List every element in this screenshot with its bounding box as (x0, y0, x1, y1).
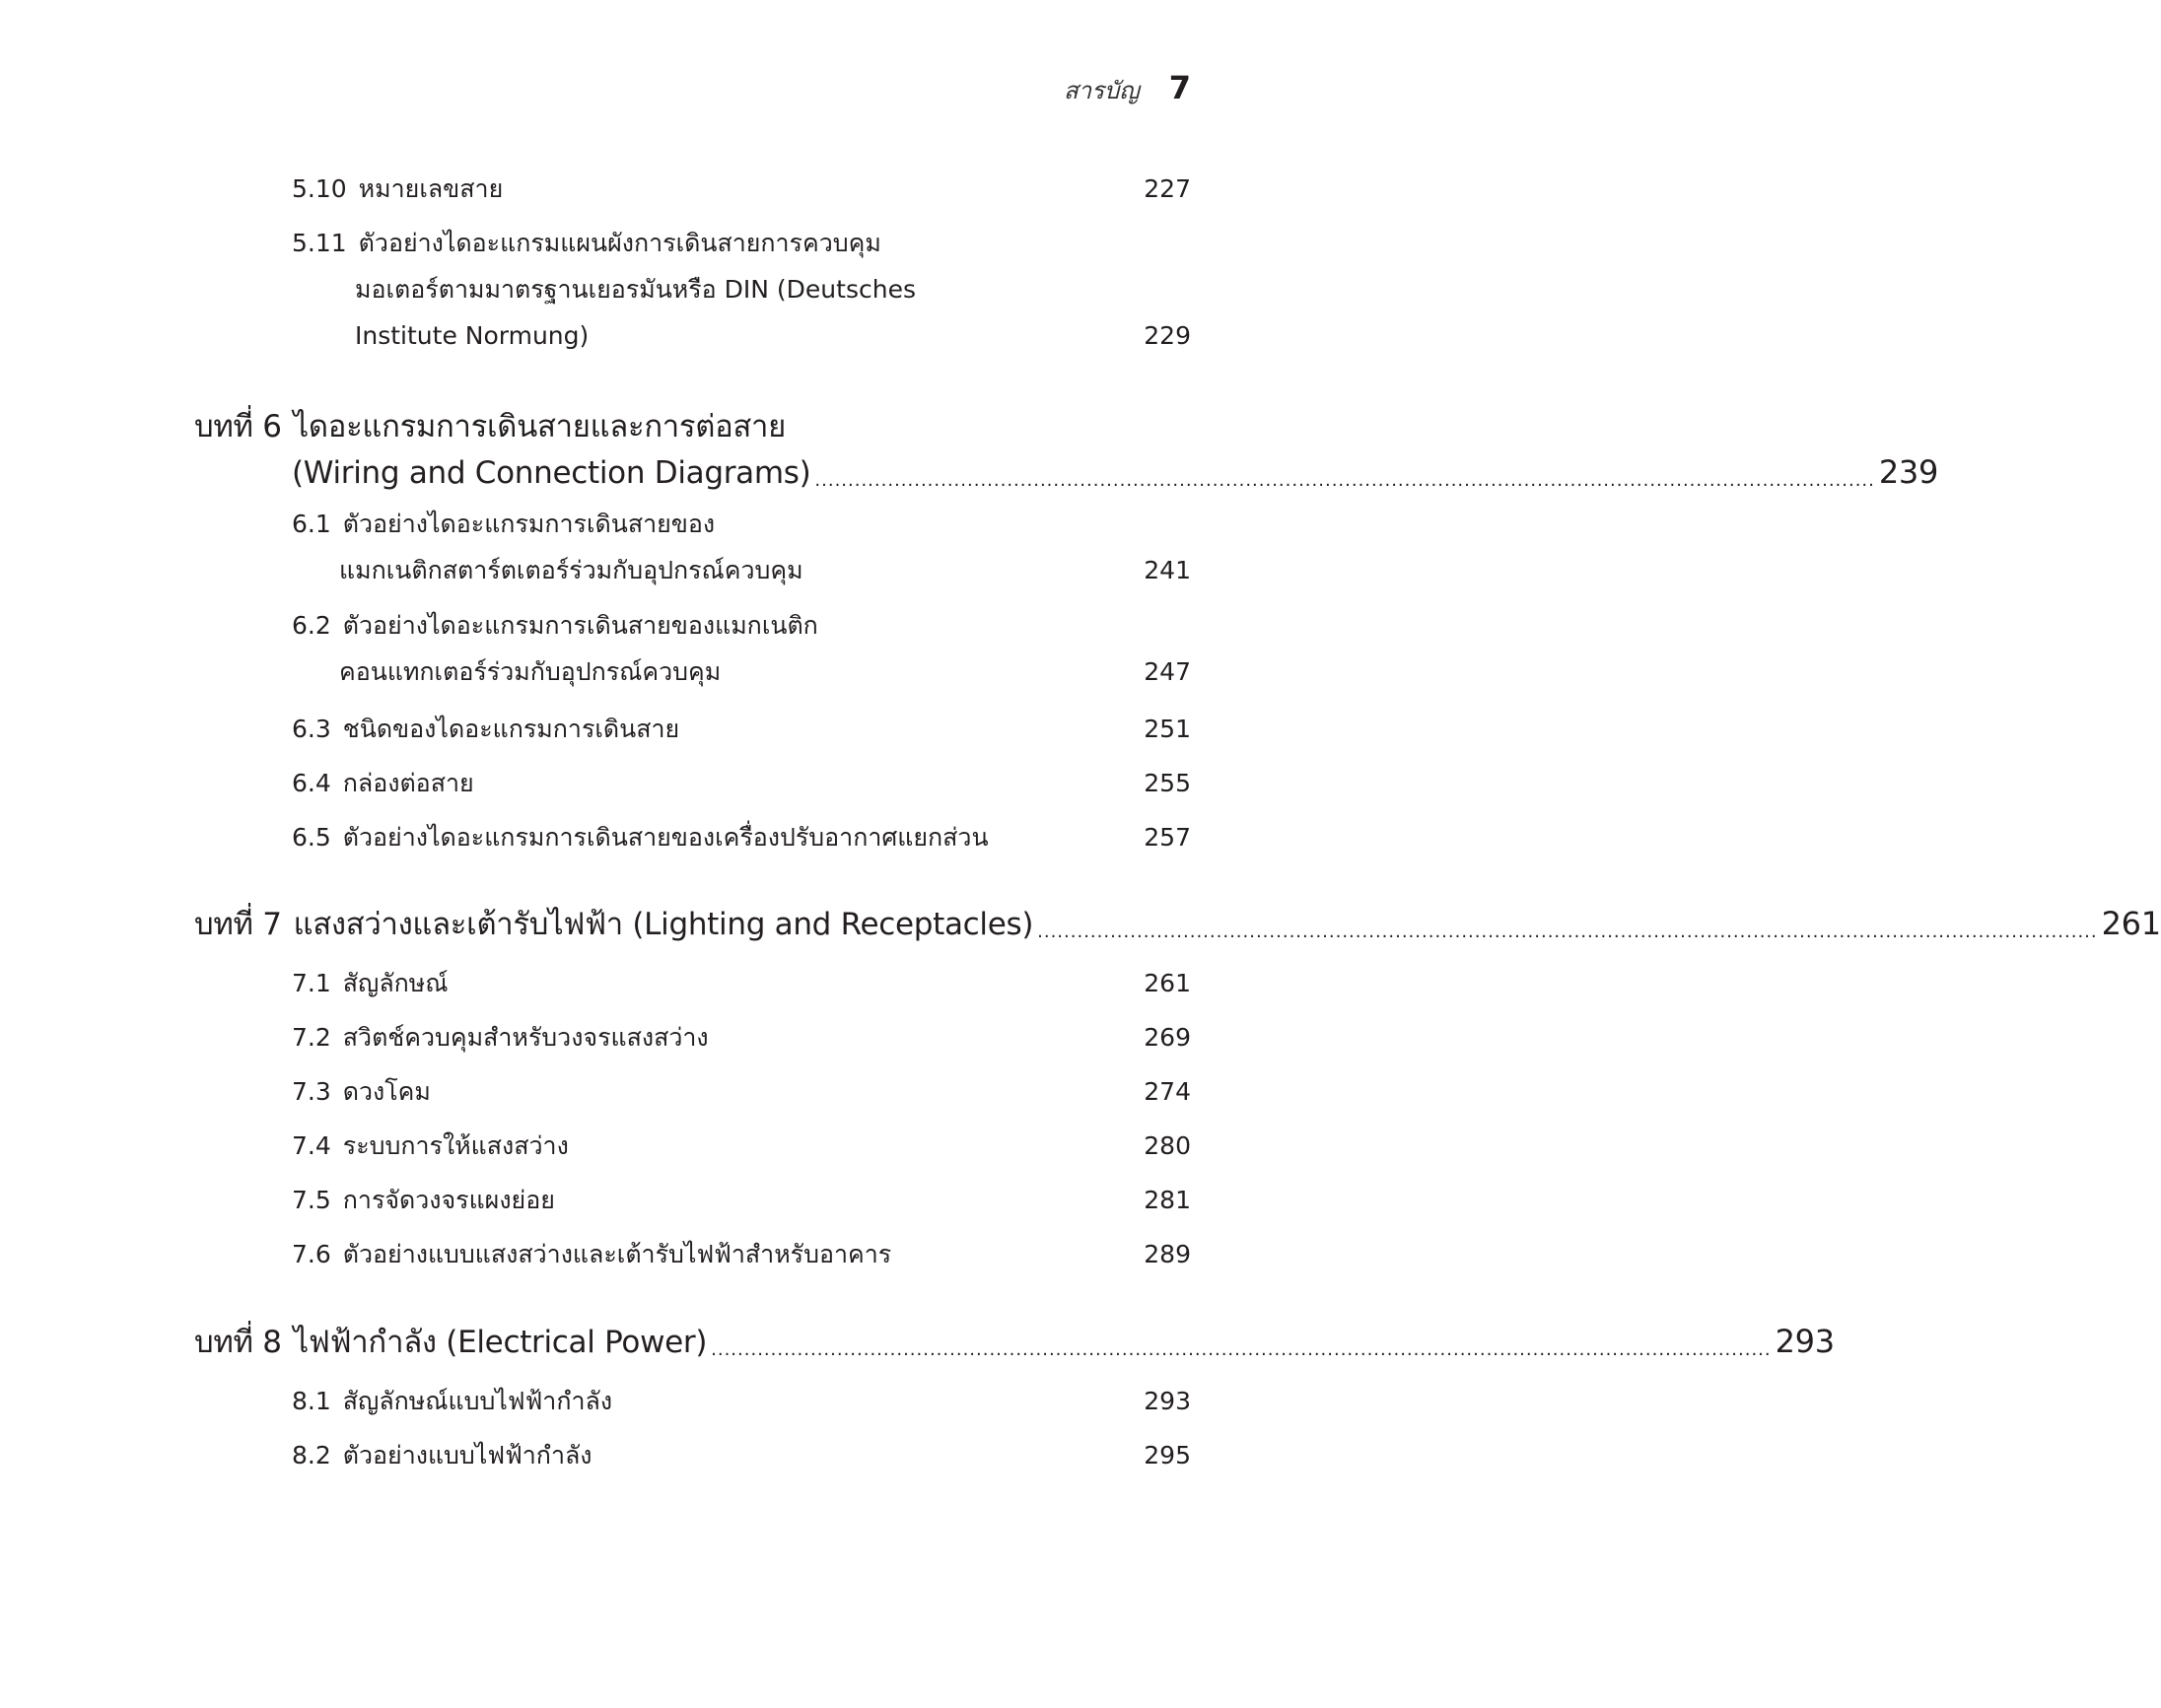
section-title: ตัวอย่างไดอะแกรมการเดินสายของเครื่องปรับอากาศแยกส่วน (342, 823, 989, 852)
section-number: 7.2 (292, 1023, 331, 1052)
page-ref: 261 (1144, 969, 1191, 997)
dot-leader: ................................................................................................................................................................ (1037, 922, 2098, 942)
section-number: 6.1 (292, 510, 331, 538)
section-number: 6.4 (292, 769, 331, 797)
toc-entry-7-1[interactable] (292, 960, 1191, 1006)
page-ref: 255 (1144, 769, 1191, 797)
toc-entry-7-4[interactable] (292, 1123, 1191, 1169)
page-ref: 257 (1144, 823, 1191, 852)
page-ref: 227 (1144, 174, 1191, 203)
toc-entry-6-3[interactable] (292, 706, 1191, 752)
dot-leader: ................................................................................................................................................................ (814, 470, 1875, 491)
section-number: 7.3 (292, 1077, 331, 1106)
section-number: 7.4 (292, 1131, 331, 1160)
running-header-title: สารบัญ (1064, 77, 1140, 104)
section-title: สวิตช์ควบคุมสำหรับวงจรแสงสว่าง (342, 1023, 709, 1052)
toc-entry-7-6[interactable] (292, 1231, 1191, 1277)
dot-leader: ................................................................................................................................................................ (711, 1339, 1772, 1360)
page-header (1064, 69, 1191, 109)
section-title: ระบบการให้แสงสว่าง (342, 1131, 569, 1160)
section-title: ดวงโคม (342, 1077, 431, 1106)
section-title-line1: ตัวอย่างไดอะแกรมแผนผังการเดินสายการควบคุม (358, 229, 881, 257)
section-title: สัญลักษณ์แบบไฟฟ้ากำลัง (342, 1387, 613, 1415)
toc-entry-7-5[interactable] (292, 1177, 1191, 1223)
chapter-title: ไฟฟ้ากำลัง (Electrical Power) (293, 1325, 708, 1360)
toc-entry-8-2[interactable] (292, 1432, 1191, 1478)
section-number: 6.3 (292, 715, 331, 743)
toc-entry-5-10[interactable] (292, 166, 1191, 212)
page-ref: 241 (1144, 556, 1191, 584)
section-title: ชนิดของไดอะแกรมการเดินสาย (342, 715, 680, 743)
chapter-label: บทที่ 8 (194, 1325, 282, 1360)
toc-entry-6-2[interactable] (292, 602, 1191, 695)
chapter-page-ref: 239 (1878, 453, 1939, 491)
section-number: 7.1 (292, 969, 331, 997)
toc-entry-7-3[interactable] (292, 1068, 1191, 1115)
section-number: 5.10 (292, 174, 347, 203)
page-ref: 289 (1144, 1240, 1191, 1268)
section-number: 6.5 (292, 823, 331, 852)
section-title-line2: คอนแทกเตอร์ร่วมกับอุปกรณ์ควบคุม (339, 657, 722, 686)
page-ref: 295 (1144, 1441, 1191, 1469)
section-number: 7.6 (292, 1240, 331, 1268)
section-number: 5.11 (292, 229, 347, 257)
page-ref: 247 (1144, 657, 1191, 686)
section-title-line1: ตัวอย่างไดอะแกรมการเดินสายของ (342, 510, 716, 538)
chapter-page-ref: 293 (1775, 1323, 1835, 1360)
section-title: หมายเลขสาย (358, 174, 504, 203)
page-ref: 281 (1144, 1186, 1191, 1214)
chapter-title: แสงสว่างและเต้ารับไฟฟ้า (Lighting and Receptacles) (293, 907, 1034, 942)
toc-entry-6-1[interactable] (292, 501, 1191, 593)
toc-entry-7-2[interactable] (292, 1014, 1191, 1060)
chapter-label: บทที่ 6 (194, 409, 282, 444)
page-ref: 251 (1144, 715, 1191, 743)
page-ref: 293 (1144, 1387, 1191, 1415)
section-number: 8.2 (292, 1441, 331, 1469)
section-title: กล่องต่อสาย (342, 769, 474, 797)
page-ref: 274 (1144, 1077, 1191, 1106)
page-number: 7 (1168, 69, 1191, 106)
section-title-line3: Institute Normung) (355, 321, 590, 350)
toc-chapter-8[interactable] (194, 1319, 1835, 1365)
section-number: 7.5 (292, 1186, 331, 1214)
section-number: 6.2 (292, 611, 331, 640)
section-title: ตัวอย่างแบบไฟฟ้ากำลัง (342, 1441, 593, 1469)
toc-entry-6-5[interactable] (292, 814, 1191, 860)
section-title: ตัวอย่างแบบแสงสว่างและเต้ารับไฟฟ้าสำหรับอาคาร (342, 1240, 892, 1268)
toc-entry-6-4[interactable] (292, 760, 1191, 806)
section-number: 8.1 (292, 1387, 331, 1415)
page-ref: 229 (1144, 321, 1191, 350)
chapter-label: บทที่ 7 (194, 907, 282, 942)
page-ref: 269 (1144, 1023, 1191, 1052)
section-title-line2: แมกเนติกสตาร์ตเตอร์ร่วมกับอุปกรณ์ควบคุม (339, 556, 803, 584)
page-ref: 280 (1144, 1131, 1191, 1160)
section-title-line1: ตัวอย่างไดอะแกรมการเดินสายของแมกเนติก (342, 611, 818, 640)
section-title-line2: มอเตอร์ตามมาตรฐานเยอรมันหรือ DIN (Deutsches (355, 275, 916, 304)
toc-entry-5-11[interactable] (292, 220, 1191, 359)
chapter-page-ref: 261 (2101, 905, 2161, 942)
chapter-title-line2: (Wiring and Connection Diagrams) (292, 455, 811, 491)
toc-chapter-7[interactable] (194, 901, 2161, 947)
section-title: การจัดวงจรแผงย่อย (342, 1186, 555, 1214)
section-title: สัญลักษณ์ (342, 969, 449, 997)
toc-chapter-6[interactable] (194, 404, 1939, 496)
toc-entry-8-1[interactable] (292, 1378, 1191, 1424)
chapter-title-line1: ไดอะแกรมการเดินสายและการต่อสาย (293, 409, 786, 444)
